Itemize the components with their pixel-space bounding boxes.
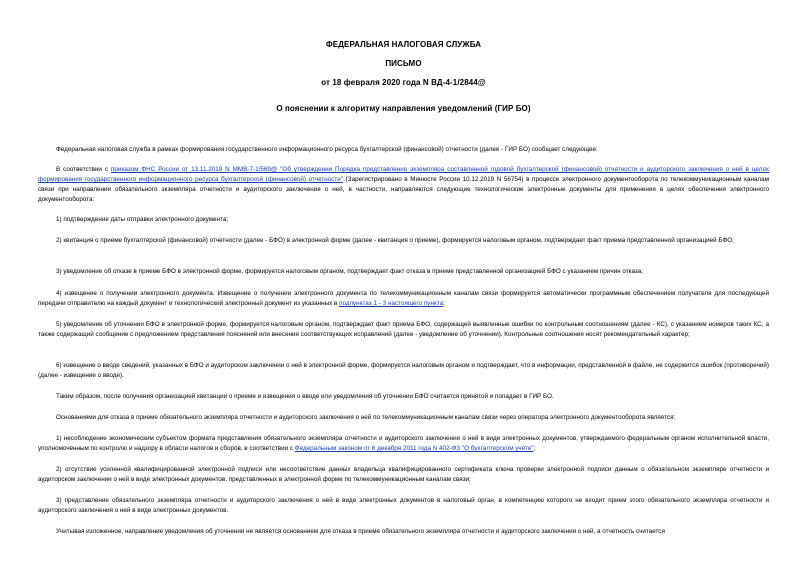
list-item-1: 1) подтверждение даты отправки электронного документа; <box>56 216 229 223</box>
paragraph-text: В соответствии с <box>56 166 112 173</box>
agency-heading: ФЕДЕРАЛЬНАЯ НАЛОГОВАЯ СЛУЖБА <box>325 40 482 49</box>
federal-law-link[interactable]: Федеральным законом от 6 декабря 2011 года N 402-ФЗ "О бухгалтерском учете" <box>294 445 534 452</box>
paragraph-text: (Зарегистрировано в Минюсте России 10.12.2019 N 56754) в процессе электронного документооборота по телекоммуникационным каналам связи при направлении обязательного экземпляра отчетности и аудиторского заключения о ней, в частности, направляются следующие технологические электронные документы для применения в целях обеспечения электронного документооборота: <box>38 176 769 203</box>
paragraph-conclusion: Таким образом, после получения организацией квитанции о приеме и извещения о вводе или уведомления об уточнении БФО считается принятой и попадает в ГИР БО. <box>56 393 554 400</box>
list-item-5: 5) уведомление об уточнении БФО в электронной форме, формируется налоговым органом, подтверждает факт приема БФО, содержащей выявленные ошибки по контрольным соотношениям (далее - КС), с указанием номеров таких КС, а также содержащий сообщение с предложением представления пояснений или внесения соответствующих исправлений (далее - уведомление об уточнении). Контрольные соотношения носят рекомендательный характер; <box>38 321 769 338</box>
paragraph-text: 1) несоблюдение экономическим субъектом формата представления обязательного экземпляра отчетности и аудиторского заключения о ней в виде электронных документов, утверждаемого федеральным органом исполнительной власти, уполномоченным по контролю и надзору в области налогов и сборов, в соответствии с <box>38 435 769 452</box>
list-item-6: 6) извещение о вводе сведений, указанных в БФО и аудиторском заключении о ней в электронной форме, формируется налоговым органом и подтверждает, что в информации, представленной в файле, не содержится ошибок (противоречий) (далее - извещение о вводе). <box>38 362 769 379</box>
refusal-item-3: 3) представление обязательного экземпляра отчетности и аудиторского заключения о ней в виде электронных документов в налоговый орган, в компетенцию которого не входит прием этого обязательного экземпляра отчетности и аудиторского заключения о ней в виде электронных документов. <box>38 497 769 514</box>
paragraph-text: ; <box>533 445 536 452</box>
paragraph-text: 4) извещение о получении электронного документа. Извещение о получении электронного документа по телекоммуникационным каналам связи формируется автоматически программным обеспечением получателя для последующей передачи отправителю на каждый документ и технологический электронный документ из указанных в <box>38 290 769 307</box>
refusal-item-1 <box>38 434 769 454</box>
list-item-3: 3) уведомление об отказе в приеме БФО в электронной форме, формируется налоговым органом, подтверждает факт отказа в приеме представленной организацией БФО с указанием причин отказа; <box>56 268 644 275</box>
paragraph-order-reference <box>38 165 769 205</box>
document-subject: О пояснении к алгоритму направления уведомлений (ГИР БО) <box>276 104 531 113</box>
document-date-number: от 18 февраля 2020 года N ВД-4-1/2844@ <box>321 78 486 87</box>
paragraph-text: ; <box>443 300 445 307</box>
list-item-2: 2) квитанция о приеме бухгалтерской (финансовой) отчетности (далее - БФО) в электронной форме (далее - квитанция о приеме), формируется налоговым органом, подтверждает факт приема представленной организацией БФО; <box>56 237 734 244</box>
list-item-4 <box>38 289 769 309</box>
subparagraphs-link[interactable]: подпунктах 1 - 3 настоящего пункта <box>339 300 444 307</box>
refusal-item-2: 2) отсутствие усиленной квалифицированной электронной подписи или несоответствие данных владельца квалифицированного сертификата ключа проверки электронной подписи данным о обязательном экземпляре отчетности и аудиторском заключении о ней в виде электронных документов, представленных в электронной форме по телекоммуникационным каналам связи; <box>38 466 769 483</box>
order-link[interactable]: приказом ФНС России от 13.11.2019 N ММВ-7-1/569@ "Об утверждении Порядка представления экземпляра составленной годовой бухгалтерской (финансовой) отчетности и аудиторского заключения о ней в целях формирования государственного информационного ресурса бухгалтерской (финансовой) отчетности" <box>38 166 770 183</box>
paragraph-refusal-grounds: Основаниями для отказа в приеме обязательного экземпляра отчетности и аудиторского заключения о ней по телекоммуникационным каналам связи через оператора электронного документооборота является: <box>56 414 676 421</box>
paragraph-final: Учитывая изложенное, направление уведомления об уточнении не является основанием для отказа в приеме обязательного экземпляра отчетности и аудиторского заключения о ней, а отчетность считается <box>56 528 665 535</box>
paragraph-intro: Федеральная налоговая служба в рамках формирования государственного информационного ресурса бухгалтерской (финансовой) отчетности (далее - ГИР БО) сообщает следующее. <box>56 146 598 153</box>
document-type-heading: ПИСЬМО <box>385 59 422 68</box>
